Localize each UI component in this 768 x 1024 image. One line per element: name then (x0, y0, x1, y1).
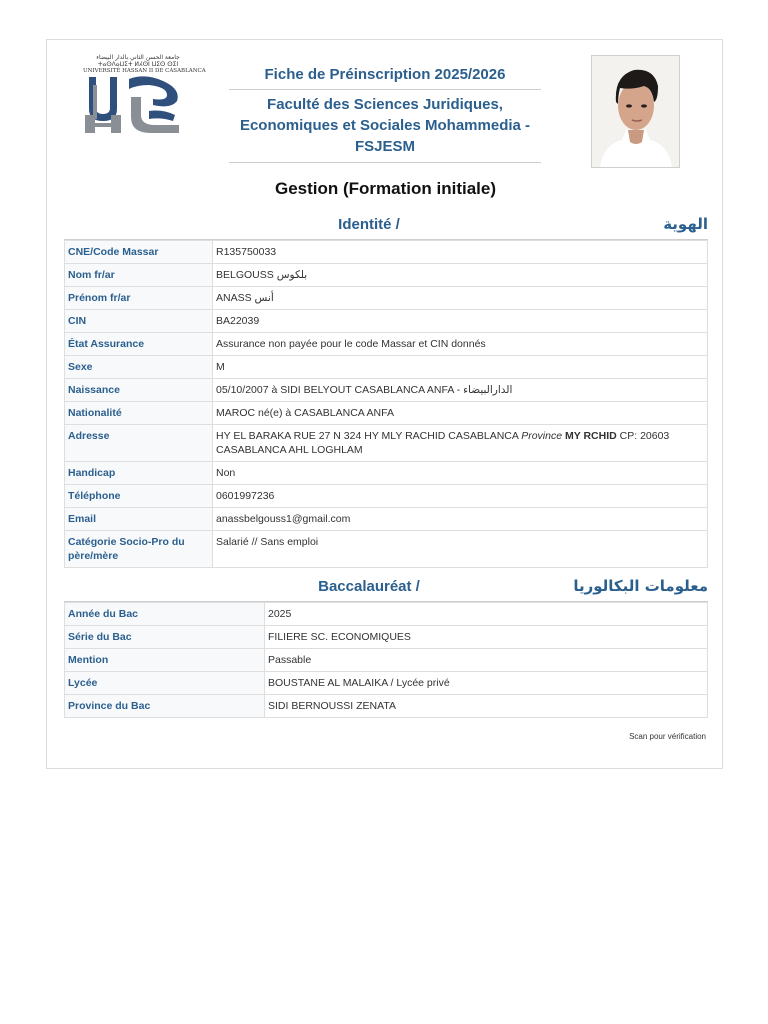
table-row (65, 672, 708, 695)
table-row (65, 425, 708, 462)
bac-title-ar: معلومات البكالوريا (573, 577, 708, 595)
row-label: Lycée (65, 672, 265, 695)
table-row (65, 241, 708, 264)
university-logo (83, 54, 206, 138)
row-label: Adresse (65, 425, 213, 462)
row-label: Catégorie Socio-Pro du père/mère (65, 531, 213, 568)
table-row (65, 531, 708, 568)
row-label: Nom fr/ar (65, 264, 213, 287)
address-postal: CP: 20603 CASABLANCA AHL LOGHLAM (216, 430, 670, 456)
row-label: État Assurance (65, 333, 213, 356)
row-value: M (213, 356, 708, 379)
row-value: MAROC né(e) à CASABLANCA ANFA (213, 402, 708, 425)
row-label: Nationalité (65, 402, 213, 425)
table-row (65, 695, 708, 718)
row-value: ANASS أنس (213, 287, 708, 310)
table-row (65, 603, 708, 626)
preinscription-card (46, 39, 723, 769)
identite-title-fr: Identité / (338, 216, 400, 233)
row-value: 05/10/2007 à SIDI BELYOUT CASABLANCA ANFA - الدارالبيضاء (213, 379, 708, 402)
table-row (65, 310, 708, 333)
main-title: Gestion (Formation initiale) (274, 179, 496, 198)
bac-table (64, 602, 708, 718)
row-label: Série du Bac (65, 626, 265, 649)
bac-section-header (64, 576, 708, 598)
logo-text-ar: جامعة الحسن الثاني بالدار البيضاء (96, 54, 180, 61)
row-label: Prénom fr/ar (65, 287, 213, 310)
address-value (213, 425, 708, 462)
address-province: MY RCHID (565, 430, 617, 442)
form-title: Fiche de Préinscription 2025/2026 (229, 62, 541, 90)
row-label: Téléphone (65, 485, 213, 508)
identite-section-header (64, 214, 708, 236)
table-row (65, 379, 708, 402)
row-label: Province du Bac (65, 695, 265, 718)
logo-emblem-icon (83, 75, 193, 135)
logo-text-fr: UNIVERSITÉ HASSAN II DE CASABLANCA (83, 68, 206, 74)
table-row (65, 462, 708, 485)
scan-verification-text: Scan pour vérification (629, 732, 706, 741)
row-value: SIDI BERNOUSSI ZENATA (265, 695, 708, 718)
logo-text-tifinagh: ⵜⴰⵙⴷⴰⵡⵉⵜ ⵍⵃⵙⵏ ⵡⵉⵙ ⵙⵉⵏ (97, 61, 179, 68)
row-value: R135750033 (213, 241, 708, 264)
row-label: Sexe (65, 356, 213, 379)
row-value: Salarié // Sans emploi (213, 531, 708, 568)
table-row (65, 402, 708, 425)
row-label: CIN (65, 310, 213, 333)
table-row (65, 356, 708, 379)
identite-title-ar: الهوية (663, 215, 708, 233)
faculty-name: Faculté des Sciences Juridiques, Economiques et Sociales Mohammedia - FSJESM (229, 90, 541, 163)
table-row (65, 264, 708, 287)
row-value: BELGOUSS بلكوس (213, 264, 708, 287)
row-value: BOUSTANE AL MALAIKA / Lycée privé (265, 672, 708, 695)
row-label: Email (65, 508, 213, 531)
row-value: 2025 (265, 603, 708, 626)
row-label: Handicap (65, 462, 213, 485)
table-row (65, 508, 708, 531)
row-value: Non (213, 462, 708, 485)
header-center (229, 62, 541, 163)
address-province-label: Province (521, 430, 563, 442)
row-value: 0601997236 (213, 485, 708, 508)
table-row (65, 485, 708, 508)
row-value: BA22039 (213, 310, 708, 333)
table-row (65, 287, 708, 310)
row-label: Année du Bac (65, 603, 265, 626)
row-label: Mention (65, 649, 265, 672)
row-value: Passable (265, 649, 708, 672)
table-row (65, 649, 708, 672)
address-street: HY EL BARAKA RUE 27 N 324 HY MLY RACHID CASABLANCA (216, 430, 519, 442)
row-value: Assurance non payée pour le code Massar et CIN donnés (213, 333, 708, 356)
student-photo (591, 55, 680, 168)
row-value: FILIERE SC. ECONOMIQUES (265, 626, 708, 649)
row-label: Naissance (65, 379, 213, 402)
row-label: CNE/Code Massar (65, 241, 213, 264)
table-row (65, 626, 708, 649)
identite-table (64, 240, 708, 568)
bac-title-fr: Baccalauréat / (318, 578, 420, 595)
student-portrait-icon (592, 56, 679, 167)
row-value: anassbelgouss1@gmail.com (213, 508, 708, 531)
table-row (65, 333, 708, 356)
